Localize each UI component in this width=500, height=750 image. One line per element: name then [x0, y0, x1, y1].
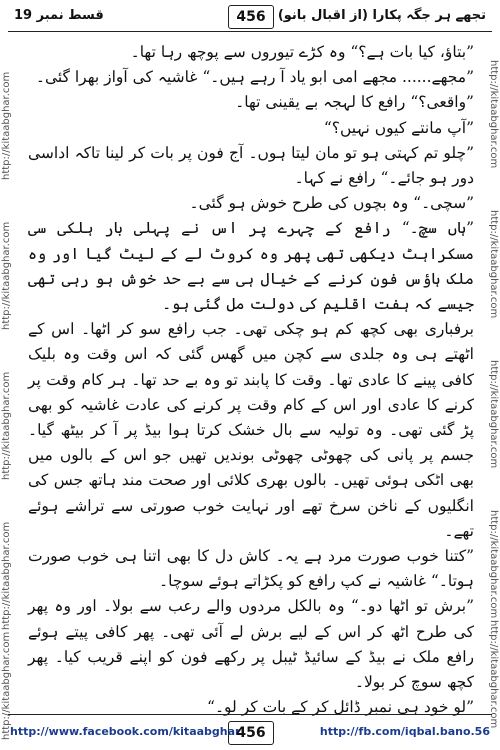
- page-number-bottom: 456: [228, 721, 274, 745]
- story-text: [28, 40, 474, 717]
- side-url[interactable]: http://kitaabghar.com: [1, 521, 12, 630]
- paragraph: ”ہاں سچ۔“ رافع کے چہرے پر اس نے پہلی بار ہلکی سی مسکراہٹ دیکھی تھی پھر وہ کروٹ لے کے لیٹ گیا اور وہ ملک ہاؤس فون کرنے کے خیال ہی سے بے حد خوش ہو رہی تھی جیسے کہ ہفت اقلیم کی دولت مل گئی ہو۔: [28, 219, 474, 314]
- paragraph: برفباری بھی کچھ کم ہو چکی تھی۔ جب رافع سو کر اٹھا۔ اس کے اٹھتے ہی وہ جلدی سے کچن میں گھس گئی کہ اس وقت وہ بلیک کافی پینے کا عادی تھا۔ وقت کا پابند تو وہ بے حد تھا۔ ہر کام وقت پر کرنے کا عادی اور اس کے کام وقت پر کرنے کی عادت غاشیہ کو بھی پڑ گئی تھی۔ وہ تولیہ سے بال خشک کرتا ہوا بیڈ پر آ کر بیٹھ گیا۔ جسم پر پانی کی چھوٹی چھوٹی بوندیں تھیں جو اس کے بالوں میں بھی اٹکی ہوئی تھیں۔ بالوں بھری کلائی اور صحت مند ہاتھ جس کی انگلیوں کے ناخن سرخ تھے اور نہایت خوب صورتی سے تراشے ہوئے تھے۔: [28, 320, 474, 540]
- author-facebook-link[interactable]: http://fb.com/iqbal.bano.56: [319, 725, 490, 738]
- page-number-top: 456: [228, 5, 274, 29]
- page-footer: [0, 716, 500, 750]
- paragraph: ”مجھے...... مجھے امی ابو یاد آ رہے ہیں۔“ غاشیہ کی آواز بھرا گئی۔: [35, 68, 474, 87]
- side-url[interactable]: http://kitaabghar.com: [1, 371, 12, 480]
- book-title: تجھے ہر جگہ پکارا (از اقبال بانو): [277, 8, 486, 23]
- paragraph: ”آپ مانتے کیوں نہیں؟“: [323, 118, 474, 137]
- side-url[interactable]: http://kitaabghar.com: [1, 631, 12, 740]
- footer-divider: [8, 714, 492, 715]
- paragraph: ”لو خود ہی نمبر ڈائل کر کے بات کر لو۔“: [207, 698, 474, 717]
- episode-label: قسط نمبر 19: [14, 8, 104, 23]
- side-url[interactable]: http://kitaabghar.com: [1, 221, 12, 330]
- paragraph: ”کتنا خوب صورت مرد ہے یہ۔ کاش دل کا بھی اتنا ہی خوب صورت ہوتا۔“ غاشیہ نے کپ رافع کو پکڑاتے ہوئے سوچا۔: [28, 547, 474, 591]
- side-url[interactable]: http://kitaabghar.com: [1, 71, 12, 180]
- paragraph: ”بتاؤ، کیا بات ہے؟“ وہ کڑے تیوروں سے پوچھ رہا تھا۔: [130, 43, 474, 61]
- left-margin-urls: [0, 40, 14, 740]
- right-margin-urls: [486, 40, 500, 729]
- paragraph: ”واقعی؟“ رافع کا لہجہ بے یقینی تھا۔: [235, 93, 474, 112]
- side-url[interactable]: http://kitaabghar.com: [488, 60, 499, 169]
- side-url[interactable]: http://kitaabghar.com: [488, 360, 499, 469]
- side-url[interactable]: http://kitaabghar.com: [488, 210, 499, 319]
- header-divider: [8, 31, 492, 32]
- page-header: [0, 0, 500, 32]
- paragraph: ”چلو تم کہتی ہو تو مان لیتا ہوں۔ آج فون پر بات کر لینا تاکہ اداسی دور ہو جائے۔“ رافع نے کہا۔: [28, 143, 474, 188]
- side-url[interactable]: http://kitaabghar.com: [488, 620, 499, 729]
- facebook-link[interactable]: http://www.facebook.com/kitaabghar: [10, 725, 241, 738]
- side-url[interactable]: http://kitaabghar.com: [488, 510, 499, 619]
- paragraph: ”برش تو اٹھا دو۔“ وہ بالکل مردوں والے رعب سے بولا۔ اور وہ پھر کی طرح اٹھ کر اس کے لیے برش لے آئی تھی۔ پھر کافی پیتے ہوئے رافع ملک نے بیڈ کے سائیڈ ٹیبل پر رکھے فون کو اپنے قریب کیا۔ پھر کچھ سوچ کر بولا۔: [28, 597, 474, 692]
- paragraph: ”سچی۔“ وہ بچوں کی طرح خوش ہو گئی۔: [189, 194, 474, 213]
